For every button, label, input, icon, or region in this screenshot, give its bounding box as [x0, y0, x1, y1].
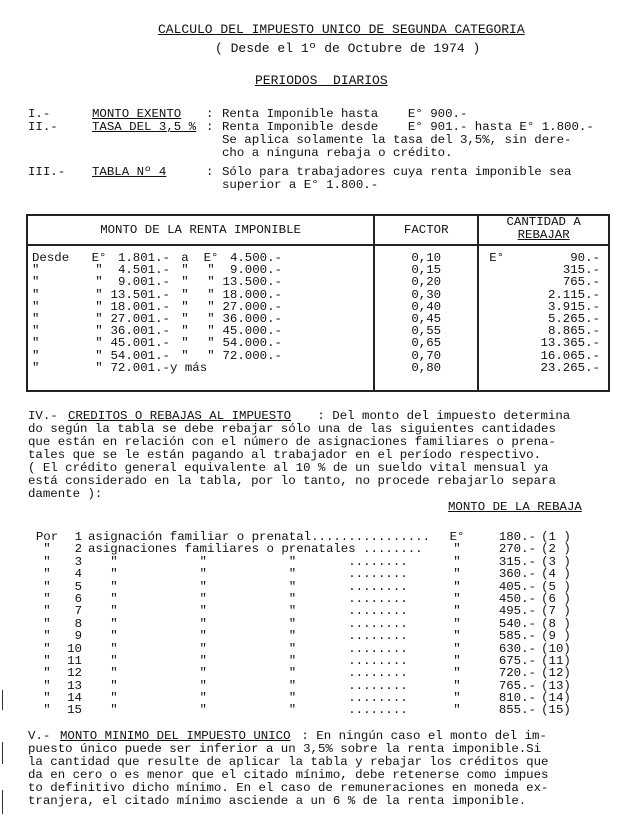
margin-mark	[2, 790, 3, 814]
section-5-line: puesto único puede ser inferior a un 3,5% sobre la renta imponible.Si	[28, 742, 542, 756]
credit-list	[28, 531, 598, 717]
credit-currency: "	[453, 604, 461, 619]
credit-description: " " " ........	[88, 555, 408, 569]
credit-currency: "	[453, 591, 461, 606]
credit-description: " " " ........	[88, 592, 408, 606]
deduct-amount: 16.065.-	[540, 348, 600, 363]
credit-count: 4	[74, 567, 82, 582]
credit-column-header: MONTO DE LA REBAJA	[448, 500, 582, 514]
currency-from: "	[95, 299, 103, 314]
range-to: 27.000.-	[222, 299, 282, 314]
credit-lead: "	[43, 629, 51, 644]
currency-from: "	[95, 312, 103, 327]
range-to: 45.000.-	[222, 324, 282, 339]
credit-lead: "	[43, 691, 51, 706]
factor-cell: 0,80	[374, 362, 478, 391]
section-4-line: ( El crédito general equivalente al 10 % de un sueldo vital mensual ya	[28, 461, 549, 475]
section-5-label: MONTO MINIMO DEL IMPUESTO UNICO	[60, 729, 291, 743]
row-lead: "	[32, 348, 40, 363]
range-connector: y más	[170, 360, 208, 375]
row-lead: "	[32, 360, 40, 375]
currency-from: "	[95, 360, 103, 375]
deduct-amount: 315.-	[562, 263, 600, 278]
credit-amount: 675.-	[498, 653, 536, 668]
row-lead: "	[32, 324, 40, 339]
currency-to: E°	[203, 251, 219, 265]
credit-ref: (7 )	[541, 604, 571, 619]
section-4-line: tales que se le están pagando al trabajador en el período respectivo.	[28, 448, 542, 462]
header-factor: FACTOR	[374, 215, 478, 245]
deduct-amount: 90.-	[570, 251, 600, 265]
credit-count: 5	[74, 579, 82, 594]
row-lead: Desde	[32, 251, 70, 265]
credit-lead: "	[43, 604, 51, 619]
section-1-label: MONTO EXENTO	[92, 107, 182, 121]
credit-row	[28, 704, 598, 716]
range-from: 36.001.-	[110, 324, 170, 339]
section-3-sep: :	[206, 165, 214, 179]
credit-amount: 450.-	[498, 591, 536, 606]
row-lead: "	[32, 275, 40, 290]
tax-table-row	[27, 362, 609, 391]
credit-lead: "	[43, 653, 51, 668]
section-2-line: cho a ninguna rebaja o crédito.	[222, 146, 453, 160]
credit-description: " " " ........	[88, 605, 408, 618]
section-4-num: IV.-	[28, 409, 58, 423]
deduct-cell	[478, 276, 609, 288]
range-cell	[27, 313, 374, 325]
credit-count: 8	[74, 616, 82, 631]
credit-currency: "	[453, 666, 461, 681]
credit-count: 14	[67, 691, 82, 706]
credit-amount: 495.-	[498, 604, 536, 619]
credit-lead: "	[43, 616, 51, 631]
credit-description: " " " ........	[88, 704, 408, 717]
currency-from: E°	[91, 251, 107, 265]
currency-to: "	[207, 287, 215, 302]
currency-to: "	[207, 312, 215, 327]
currency-to: "	[207, 336, 215, 351]
range-to: 36.000.-	[222, 312, 282, 327]
section-4-line: que están en relación con el número de asignaciones familiares o prena-	[28, 435, 556, 449]
tax-table-row	[27, 337, 609, 349]
currency-from: "	[95, 287, 103, 302]
row-lead: "	[32, 287, 40, 302]
deduct-amount: 765.-	[562, 275, 600, 290]
section-5-line: la cantidad que resulte de aplicar la tabla y rebajar los créditos que	[28, 755, 549, 769]
tax-table-row	[27, 276, 609, 288]
tax-table	[26, 214, 610, 392]
section-2-num: II.-	[28, 120, 58, 134]
credit-lead: "	[43, 579, 51, 594]
credit-ref: (10)	[541, 641, 571, 656]
credit-ref: (8 )	[541, 616, 571, 631]
row-lead: "	[32, 336, 40, 351]
section-2-line: Se aplica solamente la tasa del 3,5%, sin dere-	[222, 133, 572, 147]
range-connector: "	[181, 324, 189, 339]
factor-cell: 0,30	[374, 289, 478, 301]
credit-row	[28, 630, 598, 642]
credit-amount: 315.-	[498, 554, 536, 569]
document-title: CALCULO DEL IMPUESTO UNICO DE SEGUNDA CATEGORIA	[158, 22, 525, 37]
credit-count: 6	[74, 591, 82, 606]
credit-ref: (1 )	[541, 530, 571, 544]
credit-description: " " " ........	[88, 568, 408, 581]
credit-amount: 360.-	[498, 567, 536, 582]
credit-description: " " " ........	[88, 667, 408, 680]
currency-to: "	[207, 324, 215, 339]
credit-amount: 765.-	[498, 678, 536, 693]
deduct-amount: 3.915.-	[547, 299, 600, 314]
credit-ref: (11)	[541, 653, 571, 668]
credit-count: 12	[67, 666, 82, 681]
range-from: 13.501.-	[110, 287, 170, 302]
header-deduct-line1: CANTIDAD A	[506, 215, 581, 229]
section-4-line: do según la tabla se debe rebajar sólo una de las siguientes cantidades	[28, 422, 556, 436]
factor-cell: 0,20	[374, 276, 478, 288]
credit-ref: (4 )	[541, 567, 571, 582]
credit-ref: (6 )	[541, 591, 571, 606]
tax-table-row	[27, 264, 609, 276]
credit-description: " " " ........	[88, 617, 408, 631]
currency-from: "	[95, 263, 103, 278]
section-1-num: I.-	[28, 107, 51, 121]
tax-table-header	[27, 215, 609, 245]
currency-to: "	[207, 299, 215, 314]
range-cell	[27, 289, 374, 301]
range-to: 4.500.-	[229, 251, 282, 265]
section-3-label: TABLA Nº 4	[92, 165, 167, 179]
range-cell	[27, 264, 374, 276]
range-from: 9.001.-	[117, 275, 170, 290]
range-to: 13.500.-	[222, 275, 282, 290]
credit-amount: 180.-	[498, 530, 536, 544]
range-cell	[27, 362, 374, 391]
credit-description: asignaciones familiares o prenatales ........	[88, 543, 423, 556]
range-from: 45.001.-	[110, 336, 170, 351]
range-cell	[27, 350, 374, 362]
currency-to: "	[207, 263, 215, 278]
credit-currency: "	[453, 554, 461, 569]
row-lead: "	[32, 312, 40, 327]
credit-row	[28, 605, 598, 617]
tax-table-row	[27, 350, 609, 362]
range-connector: "	[181, 348, 189, 363]
credit-lead: "	[43, 554, 51, 569]
deduct-cell	[478, 362, 609, 391]
credit-count: 13	[67, 678, 82, 693]
factor-cell: 0,40	[374, 301, 478, 313]
credit-description: " " " ........	[88, 679, 408, 693]
credit-amount: 630.-	[498, 641, 536, 656]
currency-from: "	[95, 348, 103, 363]
factor-cell: 0,15	[374, 264, 478, 276]
credit-amount: 405.-	[498, 579, 536, 594]
credit-currency: "	[453, 678, 461, 693]
range-to: 72.000.-	[222, 348, 282, 363]
range-from: 1.801.-	[117, 251, 170, 265]
factor-cell: 0,65	[374, 337, 478, 349]
currency-from: "	[95, 336, 103, 351]
credit-lead: "	[43, 678, 51, 693]
credit-ref: (9 )	[541, 629, 571, 644]
header-range: MONTO DE LA RENTA IMPONIBLE	[27, 215, 374, 245]
section-4-line: : Del monto del impuesto determina	[310, 409, 571, 423]
range-from: 54.001.-	[110, 348, 170, 363]
credit-ref: (15)	[541, 703, 571, 718]
range-from: 4.501.-	[117, 263, 170, 278]
deduct-amount: 23.265.-	[540, 360, 600, 375]
credit-description: " " " ........	[88, 692, 408, 705]
section-5-num: V.-	[28, 729, 51, 743]
section-2-sep: :	[206, 120, 214, 134]
margin-mark	[2, 742, 3, 764]
header-deduct-line2: REBAJAR	[517, 228, 570, 242]
credit-description: asignación familiar o prenatal................	[88, 531, 431, 544]
deduct-amount: 13.365.-	[540, 336, 600, 351]
document-subtitle: ( Desde el 1º de Octubre de 1974 )	[215, 41, 481, 56]
credit-lead: "	[43, 591, 51, 606]
range-cell	[27, 245, 374, 264]
credit-ref: (3 )	[541, 554, 571, 569]
section-1-line: Renta Imponible hasta E° 900.-	[222, 107, 468, 121]
credit-count: 15	[67, 703, 82, 718]
credit-amount: 810.-	[498, 691, 536, 706]
credit-currency: "	[453, 579, 461, 594]
tax-table-row	[27, 245, 609, 264]
credit-lead: Por	[35, 530, 59, 544]
credit-currency: "	[453, 542, 461, 557]
range-connector: "	[181, 275, 189, 290]
section-5-line: da en cero o es menor que el citado mínimo, debe retenerse como impues	[28, 768, 549, 782]
credit-description: " " " ........	[88, 630, 408, 643]
credit-count: 3	[74, 554, 82, 569]
currency-from: "	[95, 324, 103, 339]
credit-currency: "	[453, 653, 461, 668]
deduct-cell	[478, 337, 609, 349]
factor-cell: 0,10	[374, 245, 478, 264]
range-cell	[27, 301, 374, 313]
factor-cell: 0,45	[374, 313, 478, 325]
credit-description: " " " ........	[88, 580, 408, 593]
credit-lead: "	[43, 542, 51, 557]
section-5-line: : En ningún caso el monto del im-	[294, 729, 547, 743]
range-to: 9.000.-	[229, 263, 282, 278]
header-deduct	[478, 215, 609, 245]
range-from: 27.001.-	[110, 312, 170, 327]
credit-count: 7	[74, 604, 82, 619]
credit-row	[28, 543, 598, 555]
credit-ref: (14)	[541, 691, 571, 706]
section-2-line: Renta Imponible desde E° 901.- hasta E° 1.800.-	[222, 120, 594, 134]
credit-lead: "	[43, 666, 51, 681]
credit-count: 1	[74, 530, 82, 544]
margin-mark	[2, 690, 3, 710]
row-lead: "	[32, 263, 40, 278]
range-cell	[27, 337, 374, 349]
credit-ref: (12)	[541, 666, 571, 681]
range-to	[222, 362, 282, 374]
credit-description: " " " ........	[88, 654, 408, 668]
credit-lead: "	[43, 641, 51, 656]
range-connector: "	[181, 287, 189, 302]
range-from: 72.001.-	[110, 360, 170, 375]
section-4-line: damente ):	[28, 487, 103, 501]
credit-currency: "	[453, 629, 461, 644]
range-connector: "	[181, 299, 189, 314]
deduct-cell	[478, 289, 609, 301]
currency-to: "	[207, 348, 215, 363]
section-3-line: superior a E° 1.800.-	[222, 178, 379, 192]
section-2-label: TASA DEL 3,5 %	[92, 120, 197, 134]
range-to: 54.000.-	[222, 336, 282, 351]
credit-count: 11	[67, 653, 82, 668]
credit-amount: 270.-	[498, 542, 536, 557]
deduct-amount: 2.115.-	[547, 287, 600, 302]
credit-amount: 855.-	[498, 703, 536, 718]
credit-lead: "	[43, 703, 51, 718]
range-cell	[27, 325, 374, 337]
credit-lead: "	[43, 567, 51, 582]
credit-amount: 720.-	[498, 666, 536, 681]
factor-cell: 0,55	[374, 325, 478, 337]
range-from: 18.001.-	[110, 299, 170, 314]
currency-to	[200, 362, 222, 374]
credit-ref: (2 )	[541, 542, 571, 557]
section-5-line: to definitivo dicho mínimo. En el caso de remuneraciones en moneda ex-	[28, 781, 549, 795]
credit-row	[28, 667, 598, 679]
range-cell	[27, 276, 374, 288]
currency-deduct: E°	[489, 251, 505, 265]
section-4-line: está considerado en la tabla, por lo tanto, no procede rebajarlo separa	[28, 474, 556, 488]
section-1-sep: :	[206, 107, 214, 121]
section-4-label: CREDITOS O REBAJAS AL IMPUESTO	[68, 409, 292, 423]
credit-currency: "	[453, 567, 461, 582]
deduct-cell	[478, 245, 609, 264]
deduct-amount: 8.865.-	[547, 324, 600, 339]
section-3-num: III.-	[28, 165, 66, 179]
credit-count: 9	[74, 629, 82, 644]
credit-currency: "	[453, 691, 461, 706]
credit-count: 2	[74, 542, 82, 557]
currency-from: "	[95, 275, 103, 290]
periods-heading: PERIODOS DIARIOS	[255, 73, 388, 88]
credit-description: " " " ........	[88, 642, 408, 655]
credit-currency: "	[453, 703, 461, 718]
credit-currency: "	[453, 616, 461, 631]
credit-row	[28, 568, 598, 580]
currency-to: "	[207, 275, 215, 290]
section-3-line: Sólo para trabajadores cuya renta imponible sea	[222, 165, 572, 179]
range-connector: "	[181, 263, 189, 278]
deduct-cell	[478, 350, 609, 362]
row-lead: "	[32, 299, 40, 314]
credit-currency: "	[453, 641, 461, 656]
range-connector: "	[181, 312, 189, 327]
credit-ref: (13)	[541, 678, 571, 693]
range-connector: a	[181, 251, 189, 265]
range-to: 18.000.-	[222, 287, 282, 302]
deduct-amount: 5.265.-	[547, 312, 600, 327]
section-5-line: tranjera, el citado mínimo asciende a un 6 % de la renta imponible.	[28, 794, 527, 808]
range-connector: "	[181, 336, 189, 351]
credit-amount: 585.-	[498, 629, 536, 644]
credit-amount: 540.-	[498, 616, 536, 631]
credit-currency: E°	[449, 530, 465, 544]
credit-ref: (5 )	[541, 579, 571, 594]
tax-table-row	[27, 289, 609, 301]
credit-count: 10	[67, 641, 82, 656]
factor-cell: 0,70	[374, 350, 478, 362]
